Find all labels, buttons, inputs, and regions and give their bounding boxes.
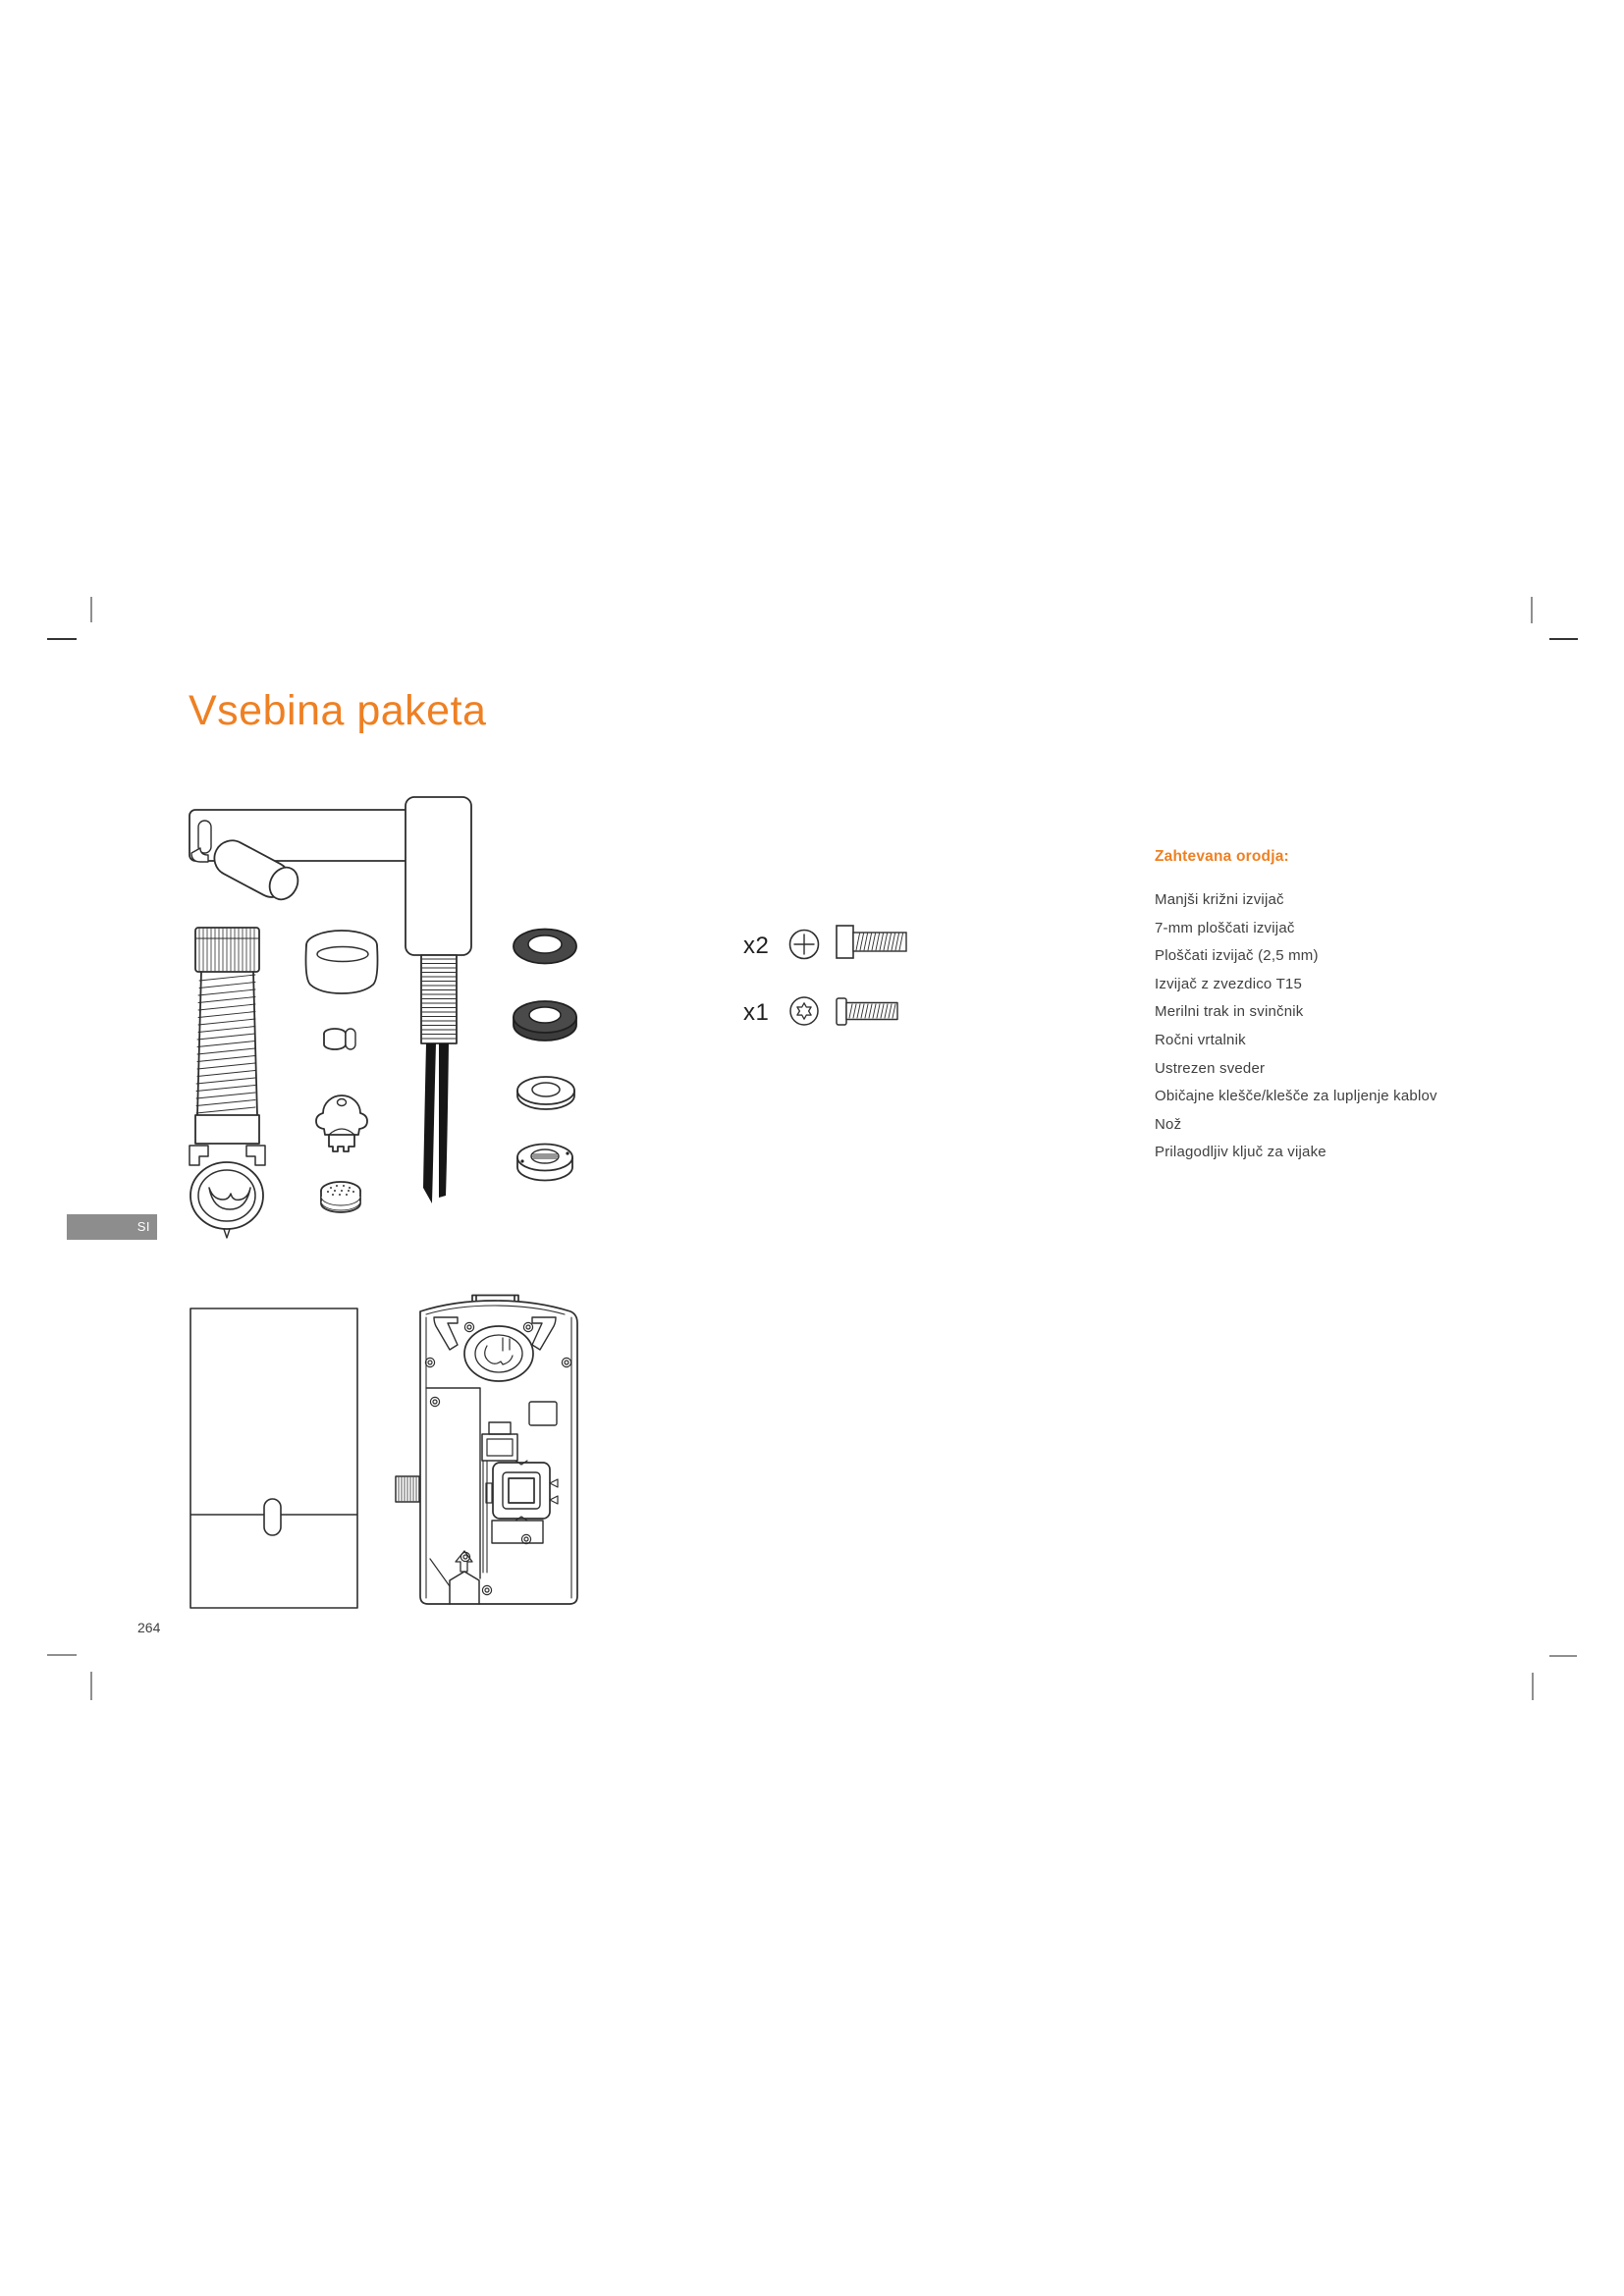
hose-knurled-nut xyxy=(195,928,259,972)
language-tab-si: SI xyxy=(67,1214,157,1240)
tool-item: 7-mm ploščati izvijač xyxy=(1155,919,1295,936)
backplate-drawing xyxy=(393,1294,597,1614)
crop-mark-bottom-right-horizontal xyxy=(1549,1655,1577,1657)
crop-mark-bottom-right-vertical xyxy=(1532,1673,1534,1700)
metal-washer xyxy=(517,1077,574,1109)
tool-item: Ročni vrtalnik xyxy=(1155,1031,1246,1048)
tool-item: Ploščati izvijač (2,5 mm) xyxy=(1155,947,1319,965)
tool-item: Ustrezen sveder xyxy=(1155,1059,1266,1077)
crop-mark-top-left-vertical xyxy=(90,597,92,622)
tool-item: Merilni trak in svinčnik xyxy=(1155,1003,1304,1021)
fixing-qty-x2: x2 xyxy=(743,933,770,959)
crop-mark-bottom-left-vertical xyxy=(90,1672,92,1700)
threaded-backnut xyxy=(517,1145,572,1181)
required-tools-list xyxy=(1155,886,1508,1167)
crop-mark-top-left-horizontal xyxy=(47,638,77,640)
fixing-qty-x1: x1 xyxy=(743,999,770,1026)
tool-item: Prilagodljiv ključ za vijake xyxy=(1155,1144,1326,1161)
parts-exploded-drawing xyxy=(182,791,594,1241)
crop-mark-bottom-left-horizontal xyxy=(47,1654,77,1656)
required-tools-heading: Zahtevana orodja: xyxy=(1155,848,1289,865)
page-number: 264 xyxy=(137,1620,161,1635)
phillips-screw-head-icon xyxy=(787,924,910,963)
crop-mark-top-right-horizontal xyxy=(1549,638,1578,640)
torx-screw-head-icon xyxy=(787,995,910,1029)
tap-cables xyxy=(423,1043,436,1203)
rubber-washer-thin xyxy=(514,930,576,964)
required-tools-panel xyxy=(1155,848,1508,1167)
tool-item: Manjši križni izvijač xyxy=(1155,891,1284,908)
screw-side-view-icon xyxy=(837,998,897,1025)
rubber-washer-thick xyxy=(514,1001,576,1041)
front-cover-drawing xyxy=(189,1308,358,1610)
tool-item: Običajne klešče/klešče za lupljenje kablov xyxy=(1155,1088,1437,1105)
page-title: Vsebina paketa xyxy=(189,687,487,734)
tap-body xyxy=(406,797,471,955)
tool-item: Nož xyxy=(1155,1115,1182,1133)
tap-threaded-stem xyxy=(421,955,457,1043)
crop-mark-top-right-vertical xyxy=(1531,597,1533,623)
screw-side-view-icon xyxy=(837,926,906,958)
tool-item: Izvijač z zvezdico T15 xyxy=(1155,975,1303,992)
